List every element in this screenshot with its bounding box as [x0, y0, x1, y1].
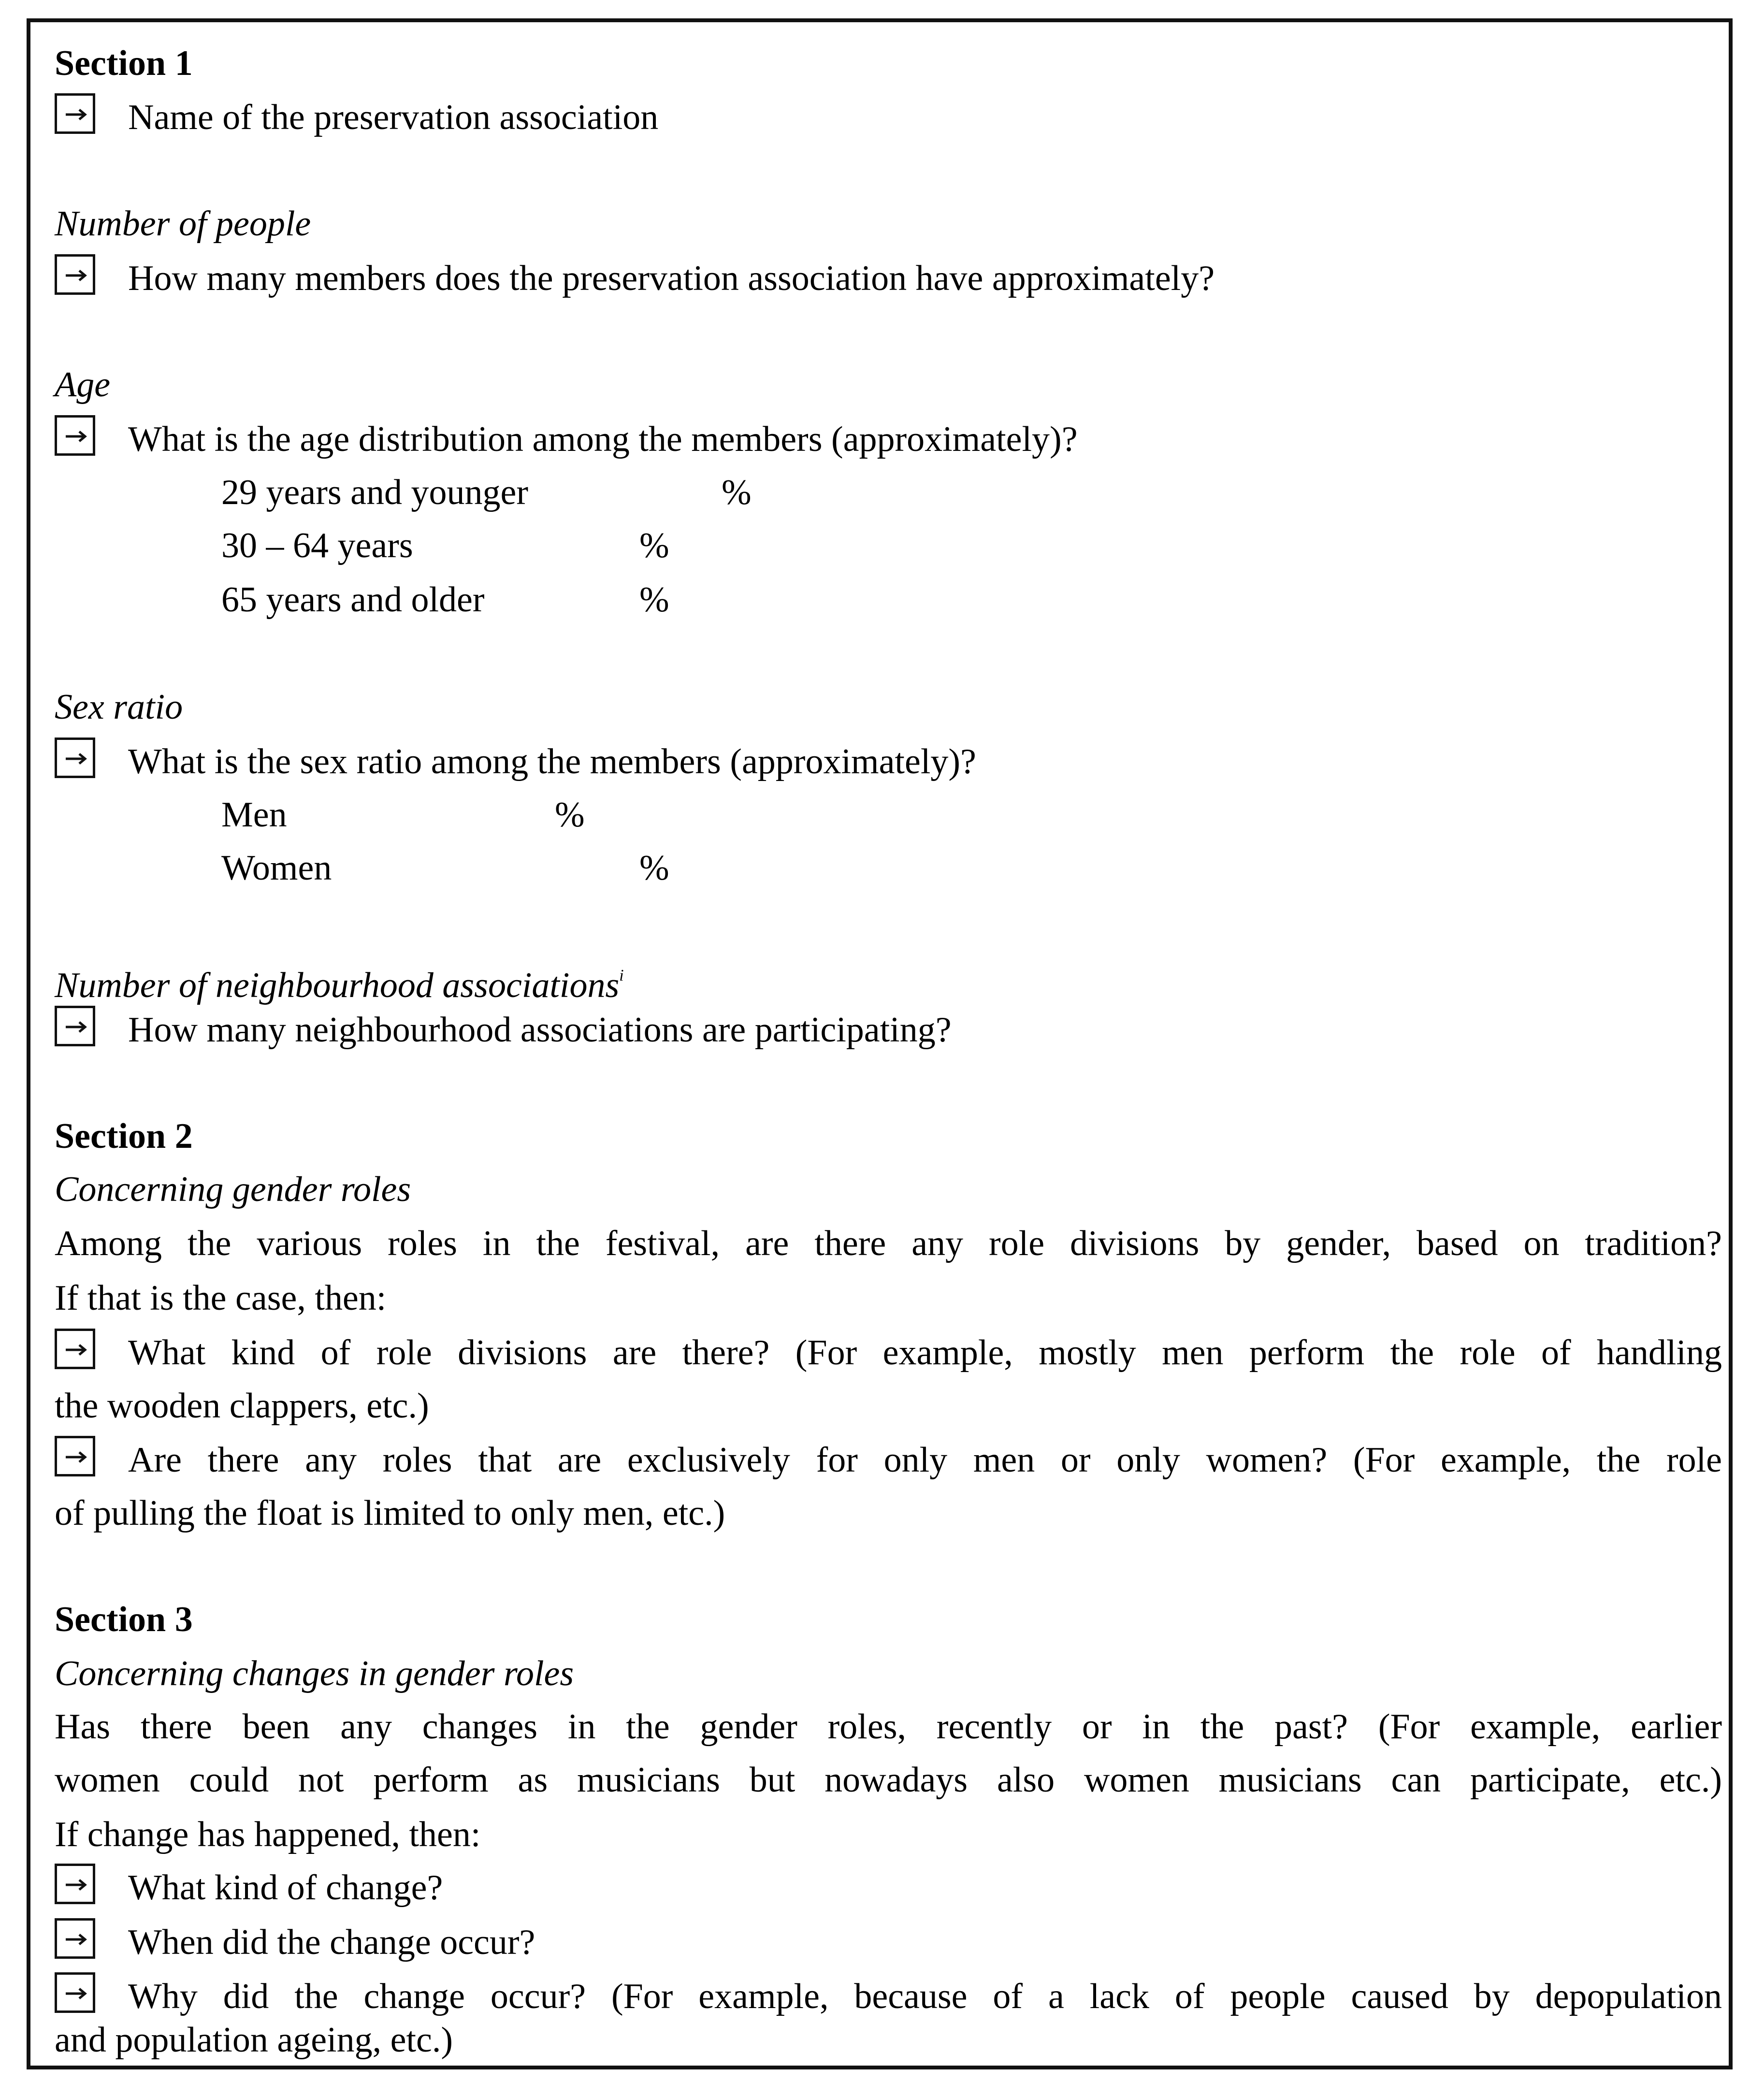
question-text: Name of the preservation association	[128, 98, 659, 137]
age-row-label: 29 years and younger	[221, 473, 528, 512]
arrow-checkbox-icon[interactable]	[55, 1436, 95, 1476]
arrow-checkbox-icon[interactable]	[55, 1972, 95, 2013]
question-members	[55, 252, 1215, 305]
arrow-checkbox-icon[interactable]	[55, 1006, 95, 1046]
question-text: How many members does the preservation association have approximately?	[128, 259, 1215, 298]
arrow-checkbox-icon[interactable]	[55, 93, 95, 134]
question-text-continued: the wooden clappers, etc.)	[55, 1386, 429, 1426]
question-text: What is the sex ratio among the members (approximately)?	[128, 742, 976, 781]
age-row-label: 65 years and older	[221, 580, 485, 620]
label-age: Age	[55, 365, 111, 405]
question-age-distribution	[55, 413, 1078, 466]
question-role-divisions	[55, 1326, 1722, 1379]
question-text: How many neighbourhood associations are participating?	[128, 1010, 952, 1050]
question-neighbourhood-associations	[55, 1003, 952, 1056]
question-text: Why did the change occur? (For example, because of a lack of people caused by depopulation	[128, 1977, 1722, 2016]
arrow-checkbox-icon[interactable]	[55, 738, 95, 778]
section-3-heading: Section 3	[55, 1600, 193, 1639]
question-association-name	[55, 91, 658, 144]
question-text: What is the age distribution among the members (approximately)?	[128, 419, 1078, 459]
sex-row-label: Men	[221, 795, 287, 835]
section-3-subheading: Concerning changes in gender roles	[55, 1654, 574, 1693]
question-text: Are there any roles that are exclusively for only men or only women? (For example, the role	[128, 1440, 1722, 1480]
age-row-percent-field[interactable]: %	[639, 526, 669, 565]
age-row-percent-field[interactable]: %	[639, 580, 669, 620]
sex-row-label: Women	[221, 848, 332, 888]
question-text-continued: and population ageing, etc.)	[55, 2020, 453, 2060]
questionnaire-frame	[27, 18, 1733, 2069]
question-kind-of-change	[55, 1861, 443, 1914]
question-sex-ratio	[55, 735, 976, 788]
question-exclusive-roles	[55, 1433, 1722, 1487]
label-sex-ratio: Sex ratio	[55, 687, 183, 727]
section-3-intro-continued: women could not perform as musicians but nowadays also women musicians can participate, etc.)	[55, 1760, 1722, 1800]
question-text: What kind of role divisions are there? (For example, mostly men perform the role of handling	[128, 1333, 1722, 1373]
section-3-intro: Has there been any changes in the gender roles, recently or in the past? (For example, earlier	[55, 1707, 1722, 1747]
arrow-checkbox-icon[interactable]	[55, 254, 95, 295]
question-text: When did the change occur?	[128, 1923, 535, 1962]
section-2-heading: Section 2	[55, 1116, 193, 1156]
section-2-condition: If that is the case, then:	[55, 1278, 387, 1318]
label-neighbourhood-associations	[55, 949, 624, 1012]
section-3-condition: If change has happened, then:	[55, 1815, 481, 1854]
section-2-intro: Among the various roles in the festival, are there any role divisions by gender, based on tradition?	[55, 1224, 1722, 1263]
section-2-subheading: Concerning gender roles	[55, 1170, 411, 1209]
footnote-marker: i	[619, 967, 624, 984]
age-row-percent-field[interactable]: %	[722, 473, 752, 512]
age-row-label: 30 – 64 years	[221, 526, 413, 565]
question-text: What kind of change?	[128, 1868, 443, 1908]
sex-row-percent-field[interactable]: %	[555, 795, 585, 835]
section-1-heading: Section 1	[55, 43, 193, 83]
label-text: Number of neighbourhood associations	[55, 966, 620, 1005]
arrow-checkbox-icon[interactable]	[55, 1918, 95, 1959]
arrow-checkbox-icon[interactable]	[55, 415, 95, 456]
arrow-checkbox-icon[interactable]	[55, 1329, 95, 1369]
label-number-of-people: Number of people	[55, 204, 311, 244]
question-text-continued: of pulling the float is limited to only men, etc.)	[55, 1493, 725, 1533]
sex-row-percent-field[interactable]: %	[639, 848, 669, 888]
question-when-change	[55, 1916, 535, 1969]
arrow-checkbox-icon[interactable]	[55, 1864, 95, 1904]
